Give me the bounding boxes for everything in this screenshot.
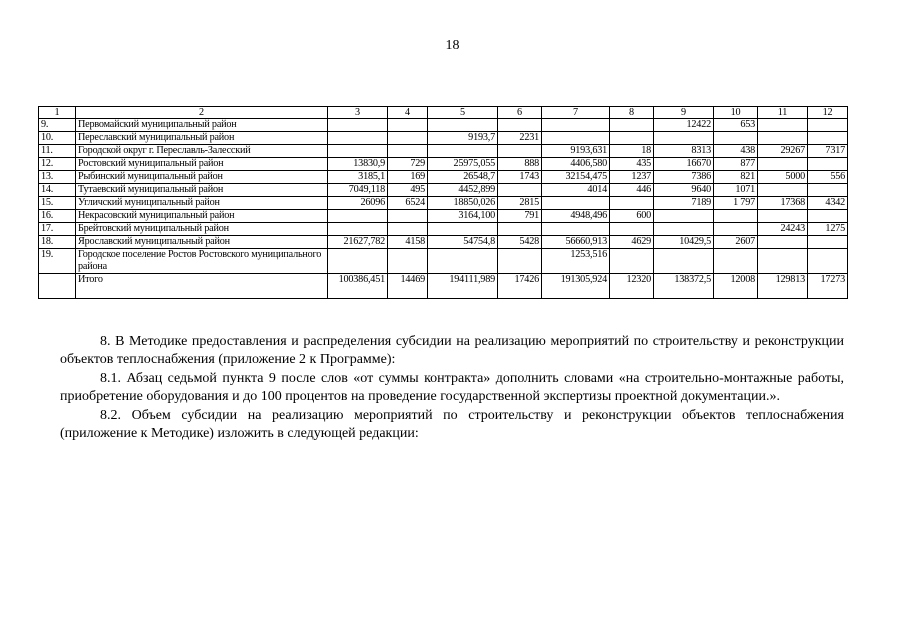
value-cell bbox=[388, 223, 428, 236]
value-cell: 24243 bbox=[758, 223, 808, 236]
value-cell bbox=[808, 236, 848, 249]
value-cell bbox=[808, 184, 848, 197]
value-cell bbox=[328, 145, 388, 158]
value-cell: 1237 bbox=[610, 171, 654, 184]
municipality-cell: Городской округ г. Переславль-Залесский bbox=[76, 145, 328, 158]
value-cell: 2815 bbox=[498, 197, 542, 210]
row-number-cell: 19. bbox=[39, 249, 76, 274]
column-header: 11 bbox=[758, 107, 808, 119]
value-cell bbox=[610, 197, 654, 210]
value-cell bbox=[328, 119, 388, 132]
municipality-cell: Тутаевский муниципальный район bbox=[76, 184, 328, 197]
value-cell bbox=[498, 223, 542, 236]
value-cell: 888 bbox=[498, 158, 542, 171]
value-cell: 7189 bbox=[654, 197, 714, 210]
value-cell bbox=[388, 249, 428, 274]
value-cell: 7317 bbox=[808, 145, 848, 158]
value-cell bbox=[428, 249, 498, 274]
value-cell: 16670 bbox=[654, 158, 714, 171]
value-cell bbox=[498, 249, 542, 274]
municipality-cell: Некрасовский муниципальный район bbox=[76, 210, 328, 223]
value-cell bbox=[808, 210, 848, 223]
value-cell: 138372,5 bbox=[654, 274, 714, 299]
value-cell: 4629 bbox=[610, 236, 654, 249]
value-cell bbox=[654, 223, 714, 236]
value-cell bbox=[610, 223, 654, 236]
value-cell: 6524 bbox=[388, 197, 428, 210]
value-cell: 29267 bbox=[758, 145, 808, 158]
value-cell: 4406,580 bbox=[542, 158, 610, 171]
value-cell: 653 bbox=[714, 119, 758, 132]
column-header: 3 bbox=[328, 107, 388, 119]
table-row bbox=[39, 171, 848, 184]
value-cell: 25975,055 bbox=[428, 158, 498, 171]
value-cell bbox=[610, 249, 654, 274]
value-cell: 2607 bbox=[714, 236, 758, 249]
value-cell: 56660,913 bbox=[542, 236, 610, 249]
row-number-cell: 15. bbox=[39, 197, 76, 210]
value-cell bbox=[498, 119, 542, 132]
value-cell: 100386,451 bbox=[328, 274, 388, 299]
value-cell bbox=[388, 132, 428, 145]
column-header: 1 bbox=[39, 107, 76, 119]
value-cell: 21627,782 bbox=[328, 236, 388, 249]
row-number-cell: 11. bbox=[39, 145, 76, 158]
value-cell: 194111,989 bbox=[428, 274, 498, 299]
value-cell: 1 797 bbox=[714, 197, 758, 210]
row-number-cell: 14. bbox=[39, 184, 76, 197]
value-cell bbox=[388, 210, 428, 223]
municipality-cell: Рыбинский муниципальный район bbox=[76, 171, 328, 184]
value-cell: 17273 bbox=[808, 274, 848, 299]
table-row bbox=[39, 158, 848, 171]
value-cell: 54754,8 bbox=[428, 236, 498, 249]
column-header: 9 bbox=[654, 107, 714, 119]
column-header: 2 bbox=[76, 107, 328, 119]
value-cell: 1253,516 bbox=[542, 249, 610, 274]
value-cell bbox=[428, 223, 498, 236]
value-cell: 10429,5 bbox=[654, 236, 714, 249]
subsidy-table bbox=[38, 106, 848, 299]
table-row bbox=[39, 132, 848, 145]
value-cell: 26548,7 bbox=[428, 171, 498, 184]
municipality-cell: Ярославский муниципальный район bbox=[76, 236, 328, 249]
column-header: 6 bbox=[498, 107, 542, 119]
value-cell bbox=[498, 184, 542, 197]
value-cell: 17368 bbox=[758, 197, 808, 210]
value-cell bbox=[808, 119, 848, 132]
table-row bbox=[39, 184, 848, 197]
value-cell: 4342 bbox=[808, 197, 848, 210]
value-cell: 877 bbox=[714, 158, 758, 171]
value-cell: 4452,899 bbox=[428, 184, 498, 197]
value-cell: 3164,100 bbox=[428, 210, 498, 223]
value-cell bbox=[808, 249, 848, 274]
table-header-row bbox=[39, 107, 848, 119]
table-row bbox=[39, 236, 848, 249]
paragraph-8-2: 8.2. Объем субсидии на реализацию мероприятий по строительству и реконструкции объектов теплоснабжения (приложение к Методике) изложить в следующей редакции: bbox=[60, 407, 844, 442]
value-cell: 791 bbox=[498, 210, 542, 223]
paragraph-8: 8. В Методике предоставления и распределения субсидии на реализацию мероприятий по строительству и реконструкции объектов теплоснабжения (приложение 2 к Программе): bbox=[60, 334, 844, 368]
table-row bbox=[39, 249, 848, 274]
table-row bbox=[39, 145, 848, 158]
value-cell bbox=[758, 158, 808, 171]
value-cell bbox=[808, 158, 848, 171]
value-cell: 191305,924 bbox=[542, 274, 610, 299]
value-cell: 3185,1 bbox=[328, 171, 388, 184]
value-cell: 1743 bbox=[498, 171, 542, 184]
value-cell bbox=[610, 119, 654, 132]
value-cell: 9193,7 bbox=[428, 132, 498, 145]
column-header: 10 bbox=[714, 107, 758, 119]
body-text bbox=[60, 333, 844, 443]
municipality-cell: Итого bbox=[76, 274, 328, 299]
municipality-cell: Угличский муниципальный район bbox=[76, 197, 328, 210]
value-cell bbox=[542, 223, 610, 236]
value-cell: 600 bbox=[610, 210, 654, 223]
value-cell: 7049,118 bbox=[328, 184, 388, 197]
row-number-cell: 16. bbox=[39, 210, 76, 223]
value-cell bbox=[328, 249, 388, 274]
municipality-cell: Переславский муниципальный район bbox=[76, 132, 328, 145]
value-cell bbox=[428, 145, 498, 158]
value-cell bbox=[758, 249, 808, 274]
value-cell: 435 bbox=[610, 158, 654, 171]
value-cell: 438 bbox=[714, 145, 758, 158]
value-cell bbox=[428, 119, 498, 132]
value-cell: 13830,9 bbox=[328, 158, 388, 171]
value-cell bbox=[388, 145, 428, 158]
value-cell: 1071 bbox=[714, 184, 758, 197]
value-cell bbox=[758, 132, 808, 145]
value-cell bbox=[328, 223, 388, 236]
value-cell: 821 bbox=[714, 171, 758, 184]
value-cell bbox=[654, 132, 714, 145]
value-cell bbox=[542, 197, 610, 210]
municipality-cell: Брейтовский муниципальный район bbox=[76, 223, 328, 236]
value-cell: 17426 bbox=[498, 274, 542, 299]
value-cell bbox=[808, 132, 848, 145]
value-cell bbox=[758, 236, 808, 249]
value-cell: 18850,026 bbox=[428, 197, 498, 210]
value-cell: 4014 bbox=[542, 184, 610, 197]
value-cell bbox=[388, 119, 428, 132]
value-cell bbox=[654, 249, 714, 274]
value-cell: 5000 bbox=[758, 171, 808, 184]
value-cell bbox=[610, 132, 654, 145]
paragraph-8-1: 8.1. Абзац седьмой пункта 9 после слов «от суммы контракта» дополнить словами «на строительно-монтажные работы, приобретение оборудования и до 100 процентов на проведение государственной экспертизы проектной документации.». bbox=[60, 370, 844, 405]
value-cell: 9640 bbox=[654, 184, 714, 197]
value-cell bbox=[498, 145, 542, 158]
value-cell: 18 bbox=[610, 145, 654, 158]
row-number-cell: 12. bbox=[39, 158, 76, 171]
value-cell: 7386 bbox=[654, 171, 714, 184]
column-header: 4 bbox=[388, 107, 428, 119]
value-cell: 26096 bbox=[328, 197, 388, 210]
row-number-cell: 13. bbox=[39, 171, 76, 184]
row-number-cell: 10. bbox=[39, 132, 76, 145]
value-cell: 556 bbox=[808, 171, 848, 184]
value-cell: 1275 bbox=[808, 223, 848, 236]
value-cell bbox=[714, 249, 758, 274]
value-cell bbox=[542, 119, 610, 132]
municipality-cell: Городское поселение Ростов Ростовского муниципального района bbox=[76, 249, 328, 274]
value-cell: 9193,631 bbox=[542, 145, 610, 158]
value-cell: 4948,496 bbox=[542, 210, 610, 223]
value-cell bbox=[654, 210, 714, 223]
value-cell: 2231 bbox=[498, 132, 542, 145]
column-header: 7 bbox=[542, 107, 610, 119]
value-cell bbox=[758, 184, 808, 197]
value-cell: 169 bbox=[388, 171, 428, 184]
value-cell: 129813 bbox=[758, 274, 808, 299]
value-cell: 12320 bbox=[610, 274, 654, 299]
municipality-cell: Первомайский муниципальный район bbox=[76, 119, 328, 132]
value-cell bbox=[328, 132, 388, 145]
value-cell bbox=[542, 132, 610, 145]
table-row bbox=[39, 197, 848, 210]
table-row bbox=[39, 210, 848, 223]
value-cell: 12422 bbox=[654, 119, 714, 132]
column-header: 12 bbox=[808, 107, 848, 119]
value-cell bbox=[714, 223, 758, 236]
value-cell bbox=[758, 210, 808, 223]
page-number: 18 bbox=[445, 38, 460, 53]
column-header: 8 bbox=[610, 107, 654, 119]
value-cell: 32154,475 bbox=[542, 171, 610, 184]
value-cell: 446 bbox=[610, 184, 654, 197]
column-header: 5 bbox=[428, 107, 498, 119]
value-cell: 8313 bbox=[654, 145, 714, 158]
value-cell: 14469 bbox=[388, 274, 428, 299]
table-row bbox=[39, 223, 848, 236]
table-row bbox=[39, 119, 848, 132]
value-cell: 729 bbox=[388, 158, 428, 171]
table-total-row bbox=[39, 274, 848, 299]
value-cell bbox=[714, 132, 758, 145]
value-cell: 12008 bbox=[714, 274, 758, 299]
value-cell bbox=[758, 119, 808, 132]
row-number-cell: 17. bbox=[39, 223, 76, 236]
row-number-cell: 18. bbox=[39, 236, 76, 249]
value-cell bbox=[714, 210, 758, 223]
municipality-cell: Ростовский муниципальный район bbox=[76, 158, 328, 171]
value-cell: 5428 bbox=[498, 236, 542, 249]
row-number-cell: 9. bbox=[39, 119, 76, 132]
row-number-cell bbox=[39, 274, 76, 299]
value-cell bbox=[328, 210, 388, 223]
value-cell: 4158 bbox=[388, 236, 428, 249]
value-cell: 495 bbox=[388, 184, 428, 197]
